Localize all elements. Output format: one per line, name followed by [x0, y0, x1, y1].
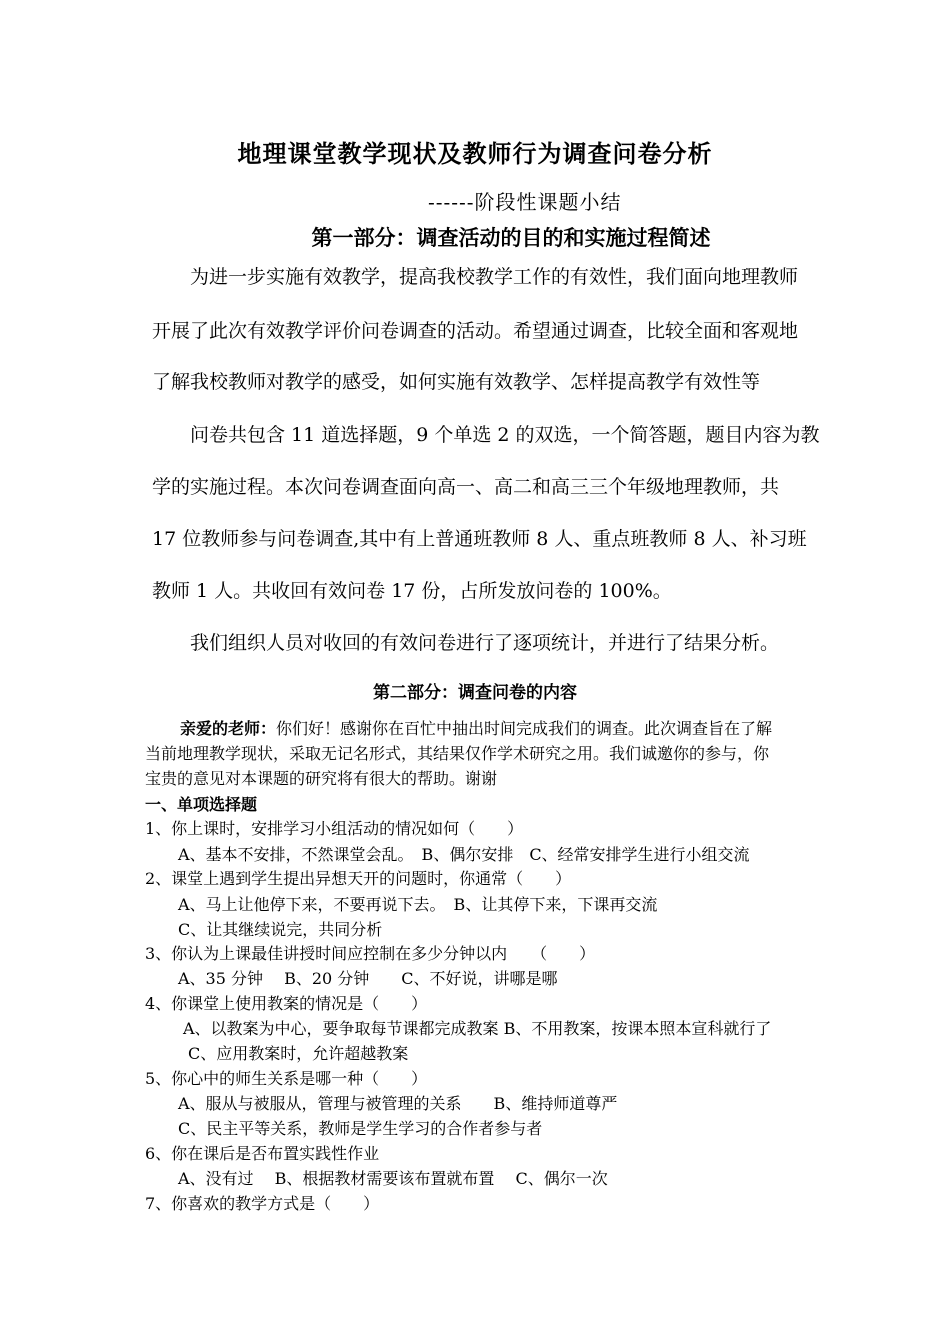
greeting-line: 当前地理教学现状，采取无记名形式，其结果仅作学术研究之用。我们诚邀你的参与，你: [145, 744, 770, 763]
question-1-options: A、基本不安排，不然课堂会乱。 B、偶尔安排 C、经常安排学生进行小组交流: [178, 845, 750, 864]
question-2-options: A、马上让他停下来，不要再说下去。 B、让其停下来，下课再交流: [178, 895, 658, 914]
part1-paragraph-line: 开展了此次有效教学评价问卷调查的活动。希望通过调查，比较全面和客观地: [152, 320, 799, 342]
section-title: 一、单项选择题: [145, 795, 258, 814]
greeting-text: 你们好！感谢你在百忙中抽出时间完成我们的调查。此次调查旨在了解: [276, 719, 773, 738]
question-1: 1、你上课时，安排学习小组活动的情况如何（ ）: [145, 819, 524, 838]
part1-paragraph-line: 了解我校教师对教学的感受，如何实施有效教学、怎样提高教学有效性等: [152, 371, 761, 393]
part1-paragraph-line: 学的实施过程。本次问卷调查面向高一、高二和高三三个年级地理教师，共: [152, 476, 780, 498]
greeting-line: [180, 716, 772, 739]
question-7: 7、你喜欢的教学方式是（ ）: [145, 1194, 380, 1213]
part1-paragraph-line: 17 位教师参与问卷调查,其中有上普通班教师 8 人、重点班教师 8 人、补习班: [152, 528, 807, 550]
question-4: 4、你课堂上使用教案的情况是（ ）: [145, 994, 428, 1013]
part1-paragraph-line: 问卷共包含 11 道选择题，9 个单选 2 的双选，一个简答题，题目内容为教: [190, 424, 820, 446]
question-6: 6、你在课后是否布置实践性作业: [145, 1144, 380, 1163]
document-subtitle: ------阶段性课题小结: [428, 190, 622, 214]
part1-paragraph-line: 为进一步实施有效教学，提高我校教学工作的有效性，我们面向地理教师: [190, 266, 799, 288]
question-4-options: A、以教案为中心，要争取每节课都完成教案 B、不用教案，按课本照本宣科就行了: [183, 1019, 772, 1038]
part2-heading: 第二部分：调查问卷的内容: [373, 683, 577, 703]
question-5: 5、你心中的师生关系是哪一种（ ）: [145, 1069, 428, 1088]
part1-heading: 第一部分：调查活动的目的和实施过程简述: [311, 225, 711, 250]
question-3: 3、你认为上课最佳讲授时间应控制在多少分钟以内 （ ）: [145, 944, 596, 963]
greeting-line: 宝贵的意见对本课题的研究将有很大的帮助。谢谢: [145, 769, 498, 788]
question-2: 2、课堂上遇到学生提出异想天开的问题时，你通常（ ）: [145, 869, 572, 888]
question-5-options: A、服从与被服从，管理与被管理的关系 B、维持师道尊严: [178, 1094, 618, 1113]
question-3-options: A、35 分钟 B、20 分钟 C、不好说，讲哪是哪: [178, 969, 558, 988]
question-4-options: C、应用教案时，允许超越教案: [188, 1044, 409, 1063]
part1-paragraph-line: 教师 1 人。共收回有效问卷 17 份，占所发放问卷的 100%。: [152, 580, 672, 602]
question-2-options: C、让其继续说完，共同分析: [178, 920, 383, 939]
part1-paragraph-line: 我们组织人员对收回的有效问卷进行了逐项统计，并进行了结果分析。: [190, 632, 780, 654]
question-6-options: A、没有过 B、根据教材需要该布置就布置 C、偶尔一次: [178, 1169, 608, 1188]
question-5-options: C、民主平等关系，教师是学生学习的合作者参与者: [178, 1119, 543, 1138]
document-title: 地理课堂教学现状及教师行为调查问卷分析: [237, 139, 713, 168]
greeting-label: 亲爱的老师：: [180, 719, 277, 738]
